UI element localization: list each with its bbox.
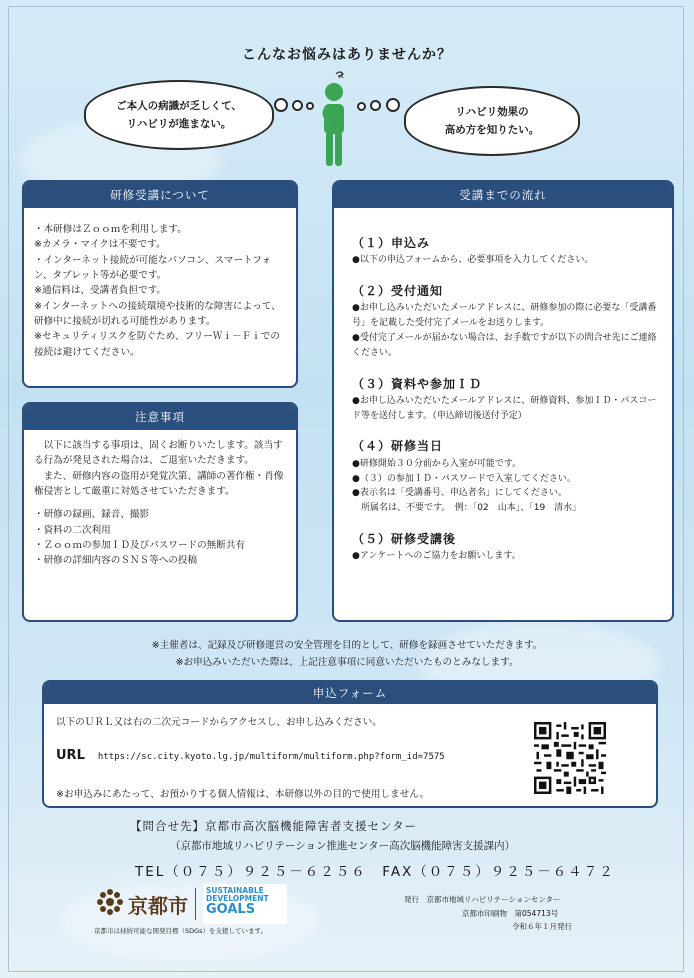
- bubble-line: リハビリ効果の: [455, 105, 529, 118]
- thought-dot: [357, 102, 366, 111]
- flow-step-title: （３）資料や参加ＩＤ: [352, 376, 483, 391]
- qr-code[interactable]: [534, 722, 606, 794]
- url-label: URL: [56, 748, 85, 763]
- form-url-row: [56, 748, 445, 763]
- caution-para: 以下に該当する事項は、固くお断りいたします。該当する行為が発見された場合は、ご退室いただきます。: [34, 440, 283, 467]
- caution-item: ・資料の二次利用: [34, 524, 111, 536]
- kyoto-city-logo-text: 京都市: [128, 894, 188, 918]
- contact-subheading: （京都市地域リハビリテーション推進センター高次脳機能障害支援課内）: [170, 840, 516, 852]
- note-line: ※お申込みいただいた際は、上記注意事項に同意いただいたものとみなします。: [175, 656, 519, 668]
- flow-step: [352, 282, 660, 361]
- flow-step-title: （２）受付通知: [352, 284, 444, 299]
- sdgs-word: DEVELOPMENT: [206, 893, 269, 903]
- worry-bubble-right: [404, 86, 580, 156]
- flow-step-title: （５）研修受講後: [352, 532, 457, 547]
- flow-step-line: 所属名は、不要です。 例：「02 山本」、「19 清水」: [352, 503, 582, 514]
- sdgs-logo: [203, 884, 287, 924]
- flow-step-line: ●受付完了メールが届かない場合は、お手数ですが以下の問合せ先にご連絡ください。: [352, 332, 657, 358]
- thought-dot: [292, 100, 303, 111]
- about-section: [22, 180, 298, 388]
- flow-step-title: （４）研修当日: [352, 439, 444, 454]
- flow-step: [352, 375, 660, 424]
- flow-title: 受講までの流れ: [334, 182, 672, 208]
- about-line: ・インターネット接続が可能なパソコン、スマートフォン、タブレット等が必要です。: [34, 254, 272, 282]
- issue-date: 令和６年１月発行: [512, 922, 572, 931]
- contact-phone-fax: TEL（０７５）９２５－６２５６ FAX（０７５）９２５－６４７２: [135, 864, 615, 880]
- flow-step-line: ●表示名は「受講番号、申込者名」にしてください。: [352, 488, 567, 499]
- bubble-line: 高め方を知りたい。: [444, 124, 540, 136]
- caution-title: 注意事項: [24, 404, 296, 430]
- contact-heading: 【問合せ先】京都市高次脳機能障害者支援センター: [130, 819, 418, 833]
- flow-step-line: ●研修開始３０分前から入室が可能です。: [352, 458, 522, 469]
- about-line: ※カメラ・マイクは不要です。: [34, 239, 166, 251]
- flow-step-line: ●お申し込みいただいたメールアドレスに、研修資料、参加ＩＤ・パスコード等を送付します。（申込締切後送付予定）: [352, 395, 657, 421]
- application-form-section: [42, 680, 658, 808]
- publisher: 発行 京都市地域リハビリテーションセンター: [404, 895, 561, 904]
- caution-section: [22, 402, 298, 622]
- about-line: ※セキュリティリスクを防ぐため、フリーＷｉ－Ｆｉでの接続は避けてください。: [34, 331, 280, 358]
- kyoto-city-emblem-icon: [96, 888, 124, 916]
- thought-dot: [274, 98, 288, 112]
- print-number: 京都市印刷物 第054713号: [462, 909, 559, 918]
- worry-bubble-left: [84, 80, 274, 150]
- sdgs-note: 京都市は持続可能な開発目標（SDGs）を支援しています。: [94, 927, 268, 935]
- flow-step-line: ●アンケートへのご協力をお願いします。: [352, 551, 521, 562]
- note-line: ※主催者は、記録及び研修運営の安全管理を目的として、研修を録画させていただきます。: [151, 640, 543, 651]
- flow-step-line: ●お申し込みいただいたメールアドレスに、研修参加の際に必要な「受講番号」を記載した受付完了メールをお送りします。: [352, 303, 657, 329]
- caution-item: ・研修の詳細内容のＳＮＳ等への投稿: [34, 555, 198, 567]
- sdgs-word: SUSTAINABLE: [206, 886, 264, 895]
- about-line: ※通信料は、受講者負担です。: [34, 285, 166, 297]
- bubble-line: ご本人の病識が乏しくて、: [116, 99, 242, 112]
- notes: [0, 638, 694, 672]
- flow-step: [352, 437, 660, 516]
- about-line: ※インターネットへの接続環境や技術的な障害によって、研修中に接続が切れる可能性があります。: [34, 300, 281, 328]
- caution-para: また、研修内容の盗用が発覚次第、講師の著作権・肖像権侵害として厳重に対処させていただきます。: [34, 470, 284, 498]
- thought-dot: [370, 100, 381, 111]
- headline: こんなお悩みはありませんか？: [242, 47, 452, 63]
- thought-dot: [386, 98, 400, 112]
- sdgs-word: GOALS: [206, 901, 256, 917]
- flow-step-title: （１）申込み: [352, 236, 431, 250]
- flow-section: [332, 180, 674, 622]
- logo-divider: [195, 888, 196, 920]
- about-title: 研修受講について: [24, 182, 296, 208]
- privacy-note: ※お申込みにあたって、お預かりする個人情報は、本研修以外の目的で使用しません。: [56, 789, 429, 800]
- flow-step-line: ●（３）の参加ＩＤ・パスワードで入室してください。: [352, 473, 576, 484]
- flow-step-line: ●以下の申込フォームから、必要事項を入力してください。: [352, 255, 594, 266]
- form-title: 申込フォーム: [44, 682, 656, 704]
- bubble-line: リハビリが進まない。: [126, 118, 232, 130]
- caution-item: ・Ｚｏｏｍの参加ＩＤ及びパスワードの無断共有: [34, 540, 246, 552]
- about-line: ・本研修はＺｏｏｍを利用します。: [34, 224, 187, 235]
- form-url-link[interactable]: https://sc.city.kyoto.lg.jp/multiform/multiform.php?form_id=7575: [97, 752, 445, 762]
- form-intro: 以下のＵＲＬ又は右の二次元コードからアクセスし、お申し込みください。: [56, 717, 382, 728]
- thinking-person-icon: [312, 70, 356, 170]
- flow-step: [352, 530, 660, 564]
- flow-step: [352, 234, 660, 268]
- caution-item: ・研修の録画、録音、撮影: [34, 509, 150, 521]
